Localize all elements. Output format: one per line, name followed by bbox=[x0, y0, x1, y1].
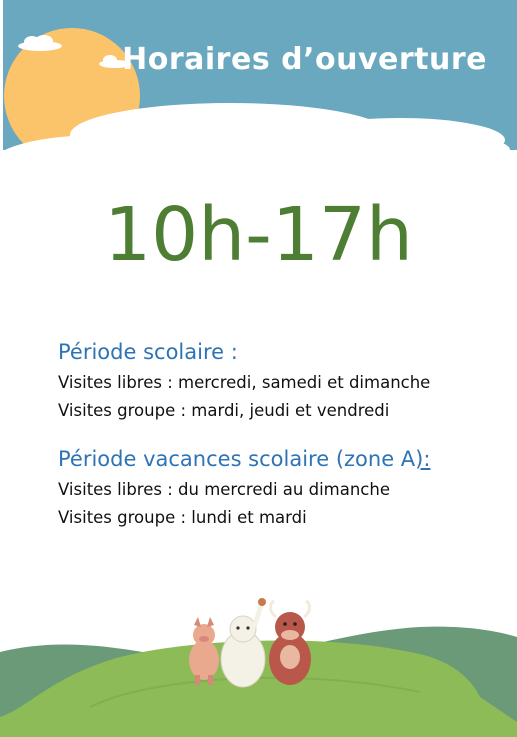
section-title: Période vacances scolaire (zone A): bbox=[58, 447, 431, 471]
schedule-line: Visites libres : mercredi, samedi et dimanche bbox=[58, 373, 431, 392]
page-title: Horaires d’ouverture bbox=[122, 42, 487, 77]
section-title: Période scolaire : bbox=[58, 340, 238, 364]
meadow-footer bbox=[0, 597, 517, 737]
section-holiday-period bbox=[58, 447, 488, 532]
schedule-line: Visites groupe : mardi, jeudi et vendredi bbox=[58, 401, 390, 420]
section-school-period bbox=[58, 340, 488, 425]
schedule-line: Visites libres : du mercredi au dimanche bbox=[58, 480, 390, 499]
sheep-figure bbox=[221, 598, 266, 687]
schedule-line: Visites groupe : lundi et mardi bbox=[58, 508, 307, 527]
opening-hours: 10h-17h bbox=[104, 192, 413, 278]
schedule-content bbox=[58, 340, 488, 554]
sky-banner bbox=[0, 0, 517, 165]
meadow-illustration bbox=[0, 597, 517, 737]
sky-illustration bbox=[0, 0, 517, 170]
cow-figure bbox=[269, 601, 311, 685]
